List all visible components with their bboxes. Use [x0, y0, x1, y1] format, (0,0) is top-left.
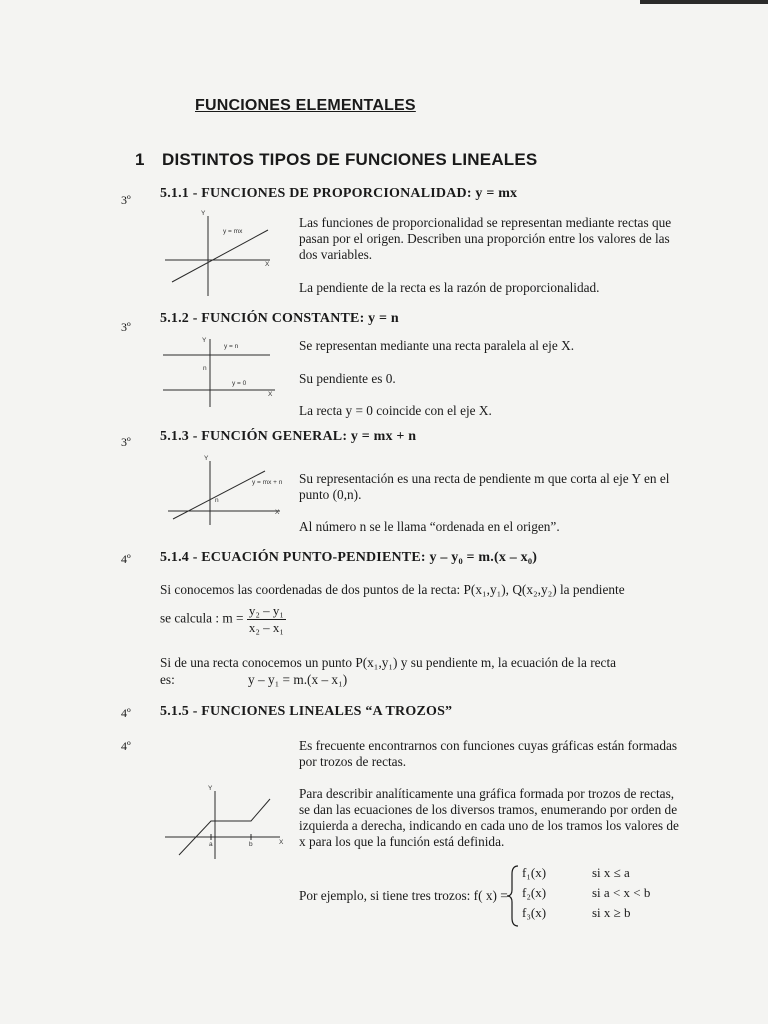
graph-piecewise-svg: [165, 783, 290, 863]
axis-y-label: Y: [204, 455, 209, 462]
fraction-denominator: x₂ – x₁: [248, 620, 284, 635]
axis-y-label: Y: [202, 337, 207, 344]
case-function: f₂(x): [522, 885, 547, 900]
paragraph: Si conocemos las coordenadas de dos puntos de la recta: P(x₁,y₁), Q(x₂,y₂) la pendiente: [160, 582, 625, 597]
paragraph: La recta y = 0 coincide con el eje X.: [299, 403, 492, 418]
paragraph: Si de una recta conocemos un punto P(x₁,y₁) y su pendiente m, la ecuación de la recta: [160, 655, 617, 670]
graph-constant: [160, 335, 280, 410]
line-label: y = mx + n: [252, 479, 283, 486]
case-function: f₃(x): [522, 905, 547, 920]
slope-fraction: [247, 603, 286, 636]
paragraph: Al número n se le llama “ordenada en el origen”.: [299, 519, 560, 534]
case-condition: si x ≥ b: [592, 905, 631, 920]
scan-edge-bar: [640, 0, 768, 4]
n-label: n: [215, 497, 219, 504]
graph-constant-svg: [160, 335, 280, 410]
brace: [506, 864, 520, 928]
subsection-heading: 5.1.4 - ECUACIÓN PUNTO-PENDIENTE: y – y₀ = m.(x – x₀): [160, 550, 538, 565]
brace-svg: [506, 864, 520, 928]
axis-x-label: X: [275, 509, 280, 516]
axis-y-label: Y: [208, 785, 213, 792]
n-label: n: [203, 365, 207, 372]
level-badge: 3º: [121, 193, 131, 207]
formula-prefix: se calcula : m =: [160, 610, 244, 626]
a-label: a: [209, 841, 213, 848]
section-title: DISTINTOS TIPOS DE FUNCIONES LINEALES: [162, 150, 538, 169]
subsection-heading: 5.1.2 - FUNCIÓN CONSTANTE: y = n: [160, 311, 399, 326]
b-label: b: [249, 841, 253, 848]
fraction-numerator: y₂ – y₁: [248, 603, 284, 618]
level-badge: 4º: [121, 706, 131, 720]
graph-proportionality: [160, 208, 280, 300]
graph-general: [165, 453, 290, 528]
section-number: 1: [135, 150, 145, 169]
document-title: FUNCIONES ELEMENTALES: [195, 97, 416, 114]
case-row: [522, 863, 662, 883]
line-label: y = mx: [223, 228, 243, 235]
paragraph: Las funciones de proporcionalidad se representan mediante rectas que pasan por el origen. Describen una proporción entre los valores de las dos variables.: [299, 215, 672, 262]
level-badge: 4º: [121, 552, 131, 566]
graph-proportionality-svg: [160, 208, 280, 300]
subsection-heading: 5.1.3 - FUNCIÓN GENERAL: y = mx + n: [160, 429, 417, 444]
slope-formula: [160, 603, 480, 636]
axis-y-label: Y: [201, 210, 206, 217]
case-row: [522, 883, 662, 903]
level-badge: 4º: [121, 739, 131, 753]
case-function: f₁(x): [522, 865, 547, 880]
paragraph: La pendiente de la recta es la razón de proporcionalidad.: [299, 280, 600, 295]
level-badge: 3º: [121, 435, 131, 449]
paragraph: Para describir analíticamente una gráfica formada por trozos de rectas, se dan las ecuaciones de los diversos tramos, enumerando por orden de izquierda a derecha, indicando en cada uno de los tramos los valores de x para los que la función está definida.: [299, 786, 679, 849]
equation: y – y₁ = m.(x – x₁): [248, 672, 348, 687]
graph-general-svg: [165, 453, 290, 528]
subsection-heading: 5.1.5 - FUNCIONES LINEALES “A TROZOS”: [160, 704, 453, 719]
case-condition: si x ≤ a: [592, 865, 630, 880]
paragraph: Es frecuente encontrarnos con funciones cuyas gráficas están formadas por trozos de rectas.: [299, 738, 678, 769]
line-label: y = n: [224, 343, 239, 350]
case-row: [522, 903, 662, 923]
case-condition: si a < x < b: [592, 885, 651, 900]
axis-x-label: X: [265, 261, 270, 268]
piecewise-cases: [522, 863, 662, 923]
level-badge: 3º: [121, 320, 131, 334]
graph-piecewise: [165, 783, 290, 863]
axis-x-label: X: [279, 839, 284, 846]
example-text: Por ejemplo, si tiene tres trozos: f( x) =: [299, 888, 508, 903]
subsection-heading: 5.1.1 - FUNCIONES DE PROPORCIONALIDAD: y = mx: [160, 186, 518, 201]
line-label: y = 0: [232, 380, 247, 387]
paragraph: Se representan mediante una recta paralela al eje X.: [299, 338, 575, 353]
paragraph: Su pendiente es 0.: [299, 371, 396, 386]
axis-x-label: X: [268, 391, 273, 398]
paragraph-cont: es:: [160, 672, 175, 687]
paragraph: Su representación es una recta de pendiente m que corta al eje Y en el punto (0,n).: [299, 471, 670, 502]
